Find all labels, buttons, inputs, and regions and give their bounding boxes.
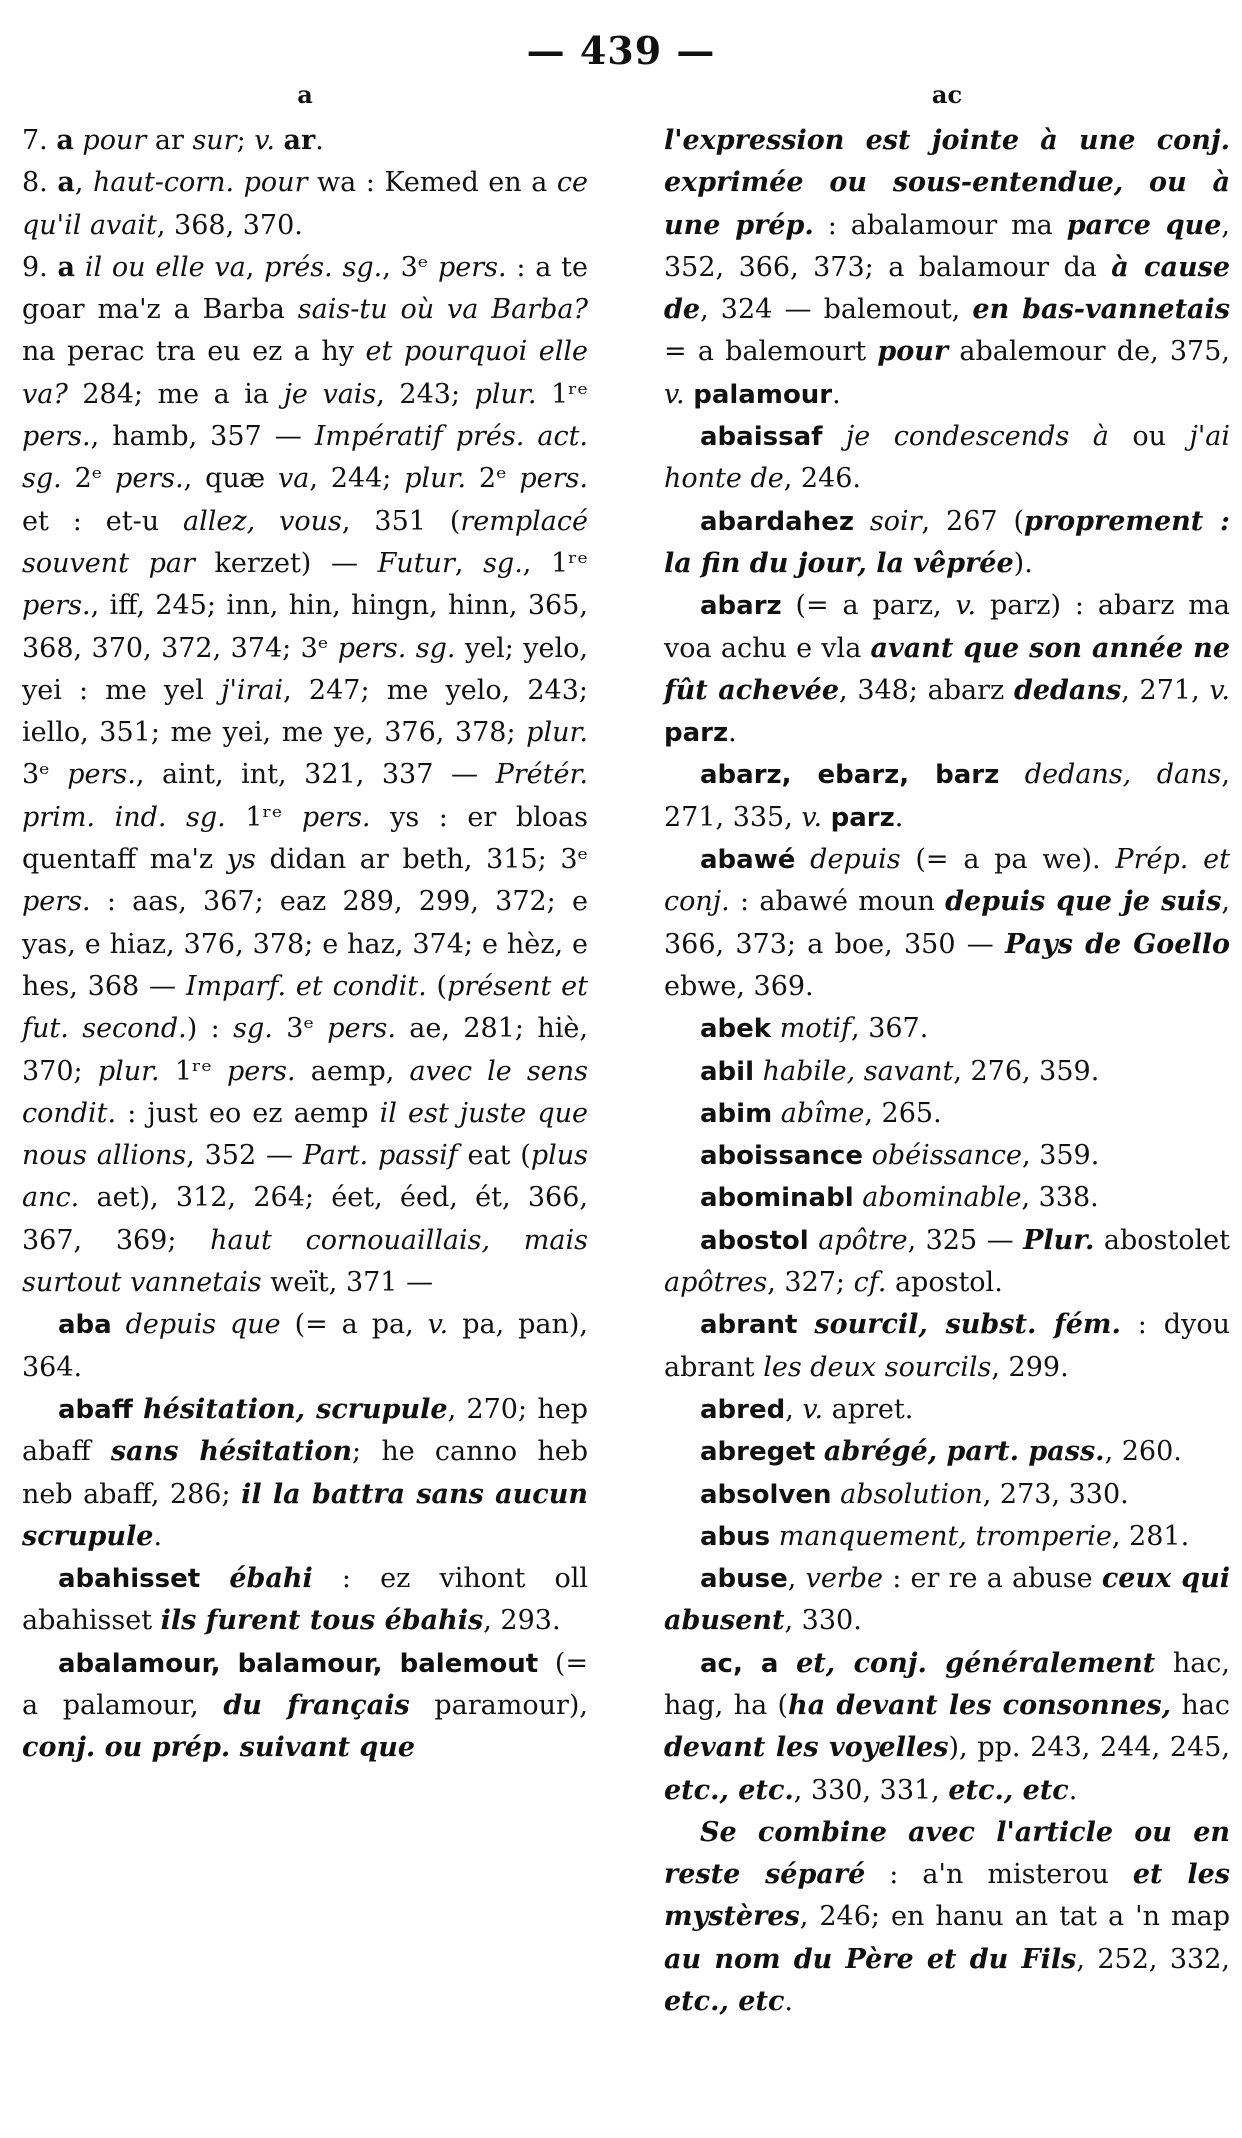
entry-abil: abil habile, savant, 276, 359. [700, 1055, 1100, 1087]
right-column [664, 120, 1230, 2023]
entry-abaissaf: abaissaf je condescends à ou j'ai honte de, 246. [664, 421, 1230, 495]
entry-a-8: 8. a, haut-corn. pour wa : Kemed en a ce qu'il avait, 368, 370. [22, 167, 589, 241]
entry-a-9: 9. a il ou elle va, prés. sg., 3ᵉ pers. : a te goar ma'z a Barba sais-tu où va Barba? na perac tra eu ez a hy et pourquoi elle va? 284; me a ia je vais, 243; plur. 1ʳᵉ pers., hamb, 357 — Impératif prés. act. sg. 2ᵉ pers., quæ va, 244; plur. 2ᵉ pers. et : et-u allez, vous, 351 (remplacé souvent par kerzet) — Futur, sg., 1ʳᵉ pers., iff, 245; inn, hin, hingn, hinn, 365, 368, 370, 372, 374; 3ᵉ pers. sg. yel; yelo, yei : me yel j'irai, 247; me yelo, 243; iello, 351; me yei, me ye, 376, 378; plur. 3ᵉ pers., aint, int, 321, 337 — Prétér. prim. ind. sg. 1ʳᵉ pers. ys : er bloas quentaff ma'z ys didan ar beth, 315; 3ᵉ pers. : aas, 367; eaz 289, 299, 372; e yas, e hiaz, 376, 378; e haz, 374; e hèz, e hes, 368 — Imparf. et condit. (présent et fut. second.) : sg. 3ᵉ pers. ae, 281; hiè, 370; plur. 1ʳᵉ pers. aemp, avec le sens condit. : just eo ez aemp il est juste que nous allions, 352 — Part. passif eat (plus anc. aet), 312, 264; éet, éed, ét, 366, 367, 369; haut cornouaillais, mais surtout vannetais weït, 371 — [22, 251, 589, 1299]
entry-abek: abek motif, 367. [700, 1013, 929, 1045]
entry-absolven: absolven absolution, 273, 330. [700, 1478, 1129, 1510]
entry-abostol: abostol apôtre, 325 — Plur. abostolet apôtres, 327; cf. apostol. [664, 1224, 1230, 1299]
entry-abim: abim abîme, 265. [700, 1097, 942, 1129]
entry-a-7: 7. a pour ar sur; v. ar. [22, 125, 324, 156]
entry-abalamour: abalamour, balamour, balemout (= a palamour, du français paramour), conj. ou prép. suivant que [22, 1647, 588, 1764]
entry-aboissance: aboissance obéissance, 359. [700, 1140, 1100, 1172]
entry-abominabl: abominabl abominable, 338. [700, 1182, 1099, 1214]
entry-ac-article-note: Se combine avec l'article ou en reste séparé : a'n misterou et les mystères, 246; en hanu an tat a 'n map au nom du Père et du Fils, 252, 332, etc., etc. [664, 1816, 1231, 2018]
entry-abrant: abrant sourcil, subst. fém. : dyou abrant les deux sourcils, 299. [664, 1309, 1230, 1383]
entry-aba: aba depuis que (= a pa, v. pa, pan), 364. [22, 1309, 588, 1383]
entry-abred: abred, v. apret. [700, 1393, 914, 1425]
entry-abuse: abuse, verbe : er re a abuse ceux qui abusent, 330. [664, 1563, 1230, 1637]
entry-ac: ac, a et, conj. généralement hac, hag, ha (ha devant les consonnes, hac devant les voyelles), pp. 243, 244, 245, etc., etc., 330, 331, etc., etc. [664, 1647, 1231, 1806]
entry-abarz-ebarz-barz: abarz, ebarz, barz dedans, dans, 271, 335, v. parz. [664, 759, 1230, 833]
entry-abaff: abaff hésitation, scrupule, 270; hep abaff sans hésitation; he canno heb neb abaff, 286; il la battra sans aucun scrupule. [22, 1393, 589, 1552]
entry-abahisset: abahisset ébahi : ez vihont oll abahisset ils furent tous ébahis, 293. [22, 1563, 588, 1637]
entry-abardahez: abardahez soir, 267 (proprement : la fin du jour, la vêprée). [664, 505, 1230, 579]
entry-abreget: abreget abrégé, part. pass., 260. [700, 1436, 1182, 1468]
entry-abus: abus manquement, tromperie, 281. [700, 1520, 1190, 1552]
left-column [22, 120, 588, 1770]
entry-abalamour-continued: l'expression est jointe à une conj. exprimée ou sous-entendue, ou à une prép. : abalamour ma parce que, 352, 366, 373; a balamour da à cause de, 324 — balemout, en bas-vannetais = a balemourt pour abalemour de, 375, v. palamour. [664, 125, 1230, 410]
left-column-header: a [297, 80, 313, 109]
entry-abawe: abawé depuis (= a pa we). Prép. et conj. : abawé moun depuis que je suis, 366, 373; a boe, 350 — Pays de Goello ebwe, 369. [664, 844, 1230, 1002]
entry-abarz: abarz (= a parz, v. parz) : abarz ma voa achu e vla avant que son année ne fût achevée, 348; abarz dedans, 271, v. parz. [664, 590, 1231, 749]
right-column-header: ac [931, 80, 963, 109]
page-number: — 439 — [526, 28, 716, 73]
